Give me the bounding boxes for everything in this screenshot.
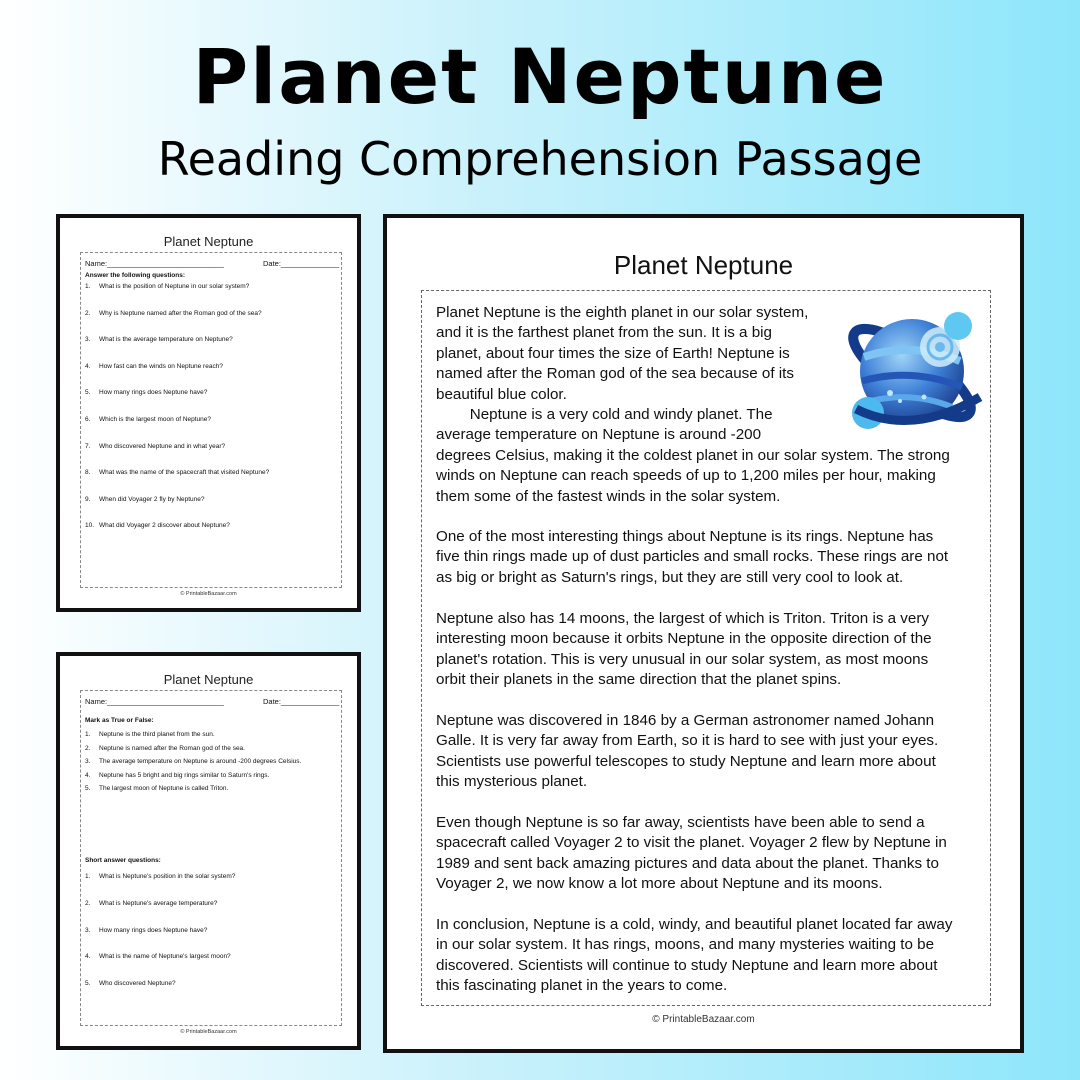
passage-line: interesting moon because it orbits Neptune in the opposite direction of the [436,630,932,648]
question-text: What is Neptune's average temperature? [99,899,218,907]
question-text: The largest moon of Neptune is called Triton. [99,785,229,793]
name-field-label: Name:____________________________ [85,259,224,268]
passage-line: Voyager 2, we now know a lot more about Neptune and its moons. [436,875,883,893]
passage-line: this mysterious planet. [436,773,588,791]
question-item [85,522,230,529]
question-item [85,496,205,503]
question-text: Which is the largest moon of Neptune? [99,416,212,423]
question-number: 6. [85,416,91,423]
passage-line: Scientists use powerful telescopes to study Neptune and learn more about [436,752,936,770]
passage-line: winds on Neptune can reach speeds of up to 1,200 miles per hour, making [436,467,936,485]
passage-line: planet, about four times the size of Earth! Neptune is [436,344,790,362]
passage-line: Neptune also has 14 moons, the largest of which is Triton. Triton is a very [436,610,929,627]
question-number: 4. [85,771,91,779]
worksheet-box [80,252,342,588]
passage-line: Even though Neptune is so far away, scientists have been able to send a [436,814,925,831]
question-item [85,283,249,290]
passage-line: and it is the farthest planet from the sun. It is a big [436,324,772,342]
passage-line: this fascinating planet in the years to come. [436,977,728,995]
passage-paragraph [436,609,932,691]
question-item [85,443,225,450]
question-item [85,873,235,880]
question-number: 1. [85,731,91,738]
passage-footer: © PrintableBazaar.com [652,1014,755,1025]
questions-heading: Answer the following questions: [85,272,186,279]
question-text: What is the average temperature on Neptune? [99,336,233,344]
question-text: When did Voyager 2 fly by Neptune? [99,495,205,503]
question-number: 1. [85,283,91,290]
question-item [85,758,301,765]
worksheet-preview-questions [56,214,361,612]
worksheet-title: Planet Neptune [163,234,254,249]
question-text: How many rings does Neptune have? [99,389,208,397]
hero-title: Planet Neptune [192,32,888,121]
passage-line: average temperature on Neptune is around -200 [436,426,762,444]
question-item [85,953,231,960]
passage-page [383,214,1024,1053]
passage-line: them some of the fastest winds in the solar system. [436,487,781,505]
question-number: 9. [85,495,91,503]
passage-line: Neptune is a very cold and windy planet. The [436,406,773,423]
question-number: 2. [85,309,91,317]
question-item [85,389,207,396]
passage-paragraph [436,915,952,997]
passage-line: In conclusion, Neptune is a cold, windy, and beautiful planet located far away [436,916,953,933]
question-item [85,469,269,476]
question-item [85,745,245,752]
question-number: 2. [85,899,91,907]
true-false-heading: Mark as True or False: [85,717,154,724]
passage-paragraph [436,711,938,793]
question-item [85,785,228,792]
question-text: Neptune has 5 bright and big rings similar to Saturn's rings. [99,771,270,779]
passage-line: One of the most interesting things about Neptune is its rings. Neptune has [436,528,934,545]
passage-line: as big or bright as Saturn's rings, but they are still very cool to look at. [436,568,904,586]
passage-line: Neptune was discovered in 1846 by a German astronomer named Johann [436,712,935,729]
question-text: What did Voyager 2 discover about Neptune? [99,522,230,530]
passage-line: spacecraft called Voyager 2 to visit the planet. Voyager 2 flew by Neptune in [436,834,947,852]
passage-line: five thin rings made up of dust particles and small rocks. These rings are not [436,548,949,566]
passage-line: Galle. It is very far away from Earth, so it is hard to see with just your eyes. [436,732,939,750]
question-number: 4. [85,953,91,961]
passage-line: Planet Neptune is the eighth planet in our solar system, [436,304,809,321]
question-item [85,980,176,987]
question-number: 3. [85,758,91,766]
passage-paragraph [436,813,947,895]
question-number: 2. [85,744,91,752]
question-text: What was the name of the spacecraft that visited Neptune? [99,469,270,477]
passage-title: Planet Neptune [613,250,794,280]
question-number: 10. [85,522,95,530]
passage-line: discovered. Scientists will continue to study Neptune and learn more about [436,956,938,974]
passage-line: degrees Celsius, making it the coldest planet in our solar system. The strong [436,446,950,464]
question-text: What is Neptune's position in the solar system? [99,873,236,880]
question-number: 3. [85,926,91,934]
hero-subtitle: Reading Comprehension Passage [157,132,923,186]
question-text: Who discovered Neptune and in what year? [99,442,226,450]
worksheet-box [80,690,342,1026]
question-item [85,416,211,423]
short-answer-heading: Short answer questions: [85,857,161,864]
worksheet-footer: © PrintableBazaar.com [180,591,237,597]
passage-line: planet's rotation. This is very unusual in our solar system, as most moons [436,650,929,668]
question-number: 3. [85,336,91,344]
passage-box [421,290,991,1006]
passage-line: in our solar system. It has rings, moons, and many mysteries waiting to be [436,936,935,954]
question-text: What is the name of Neptune's largest moon? [99,953,231,961]
question-item [85,310,262,317]
date-field-label: Date:______________ [263,259,340,268]
question-text: Who discovered Neptune? [99,980,176,988]
passage-line: named after the Roman god of the sea because of its [436,365,794,383]
question-text: How fast can the winds on Neptune reach? [99,362,223,370]
question-number: 5. [85,389,91,397]
question-item [85,927,207,934]
worksheet-title: Planet Neptune [163,672,254,687]
question-item [85,772,269,779]
question-item [85,731,215,738]
passage-paragraph [436,303,808,405]
question-text: What is the position of Neptune in our solar system? [99,283,250,290]
question-number: 7. [85,442,91,450]
question-text: The average temperature on Neptune is around -200 degrees Celsius. [99,758,302,766]
question-text: Why is Neptune named after the Roman god of the sea? [99,309,262,317]
question-text: How many rings does Neptune have? [99,926,208,934]
passage-line: orbit their planets in the same direction that the planet spins. [436,671,842,689]
date-field-label: Date:______________ [263,697,340,706]
worksheet-footer: © PrintableBazaar.com [180,1029,237,1035]
question-number: 1. [85,873,91,880]
passage-paragraph [436,527,948,588]
question-number: 5. [85,785,91,793]
question-text: Neptune is the third planet from the sun. [99,731,215,738]
question-number: 4. [85,362,91,370]
name-field-label: Name:____________________________ [85,697,224,706]
question-number: 8. [85,469,91,477]
passage-paragraph [436,405,950,507]
question-text: Neptune is named after the Roman god of the sea. [99,744,245,752]
question-item [85,363,223,370]
question-item [85,336,233,343]
passage-line: beautiful blue color. [436,385,567,403]
question-number: 5. [85,980,91,988]
passage-line: 1989 and sent back amazing pictures and data about the planet. Thanks to [436,854,939,872]
worksheet-preview-true-false [56,652,361,1050]
question-item [85,900,217,907]
